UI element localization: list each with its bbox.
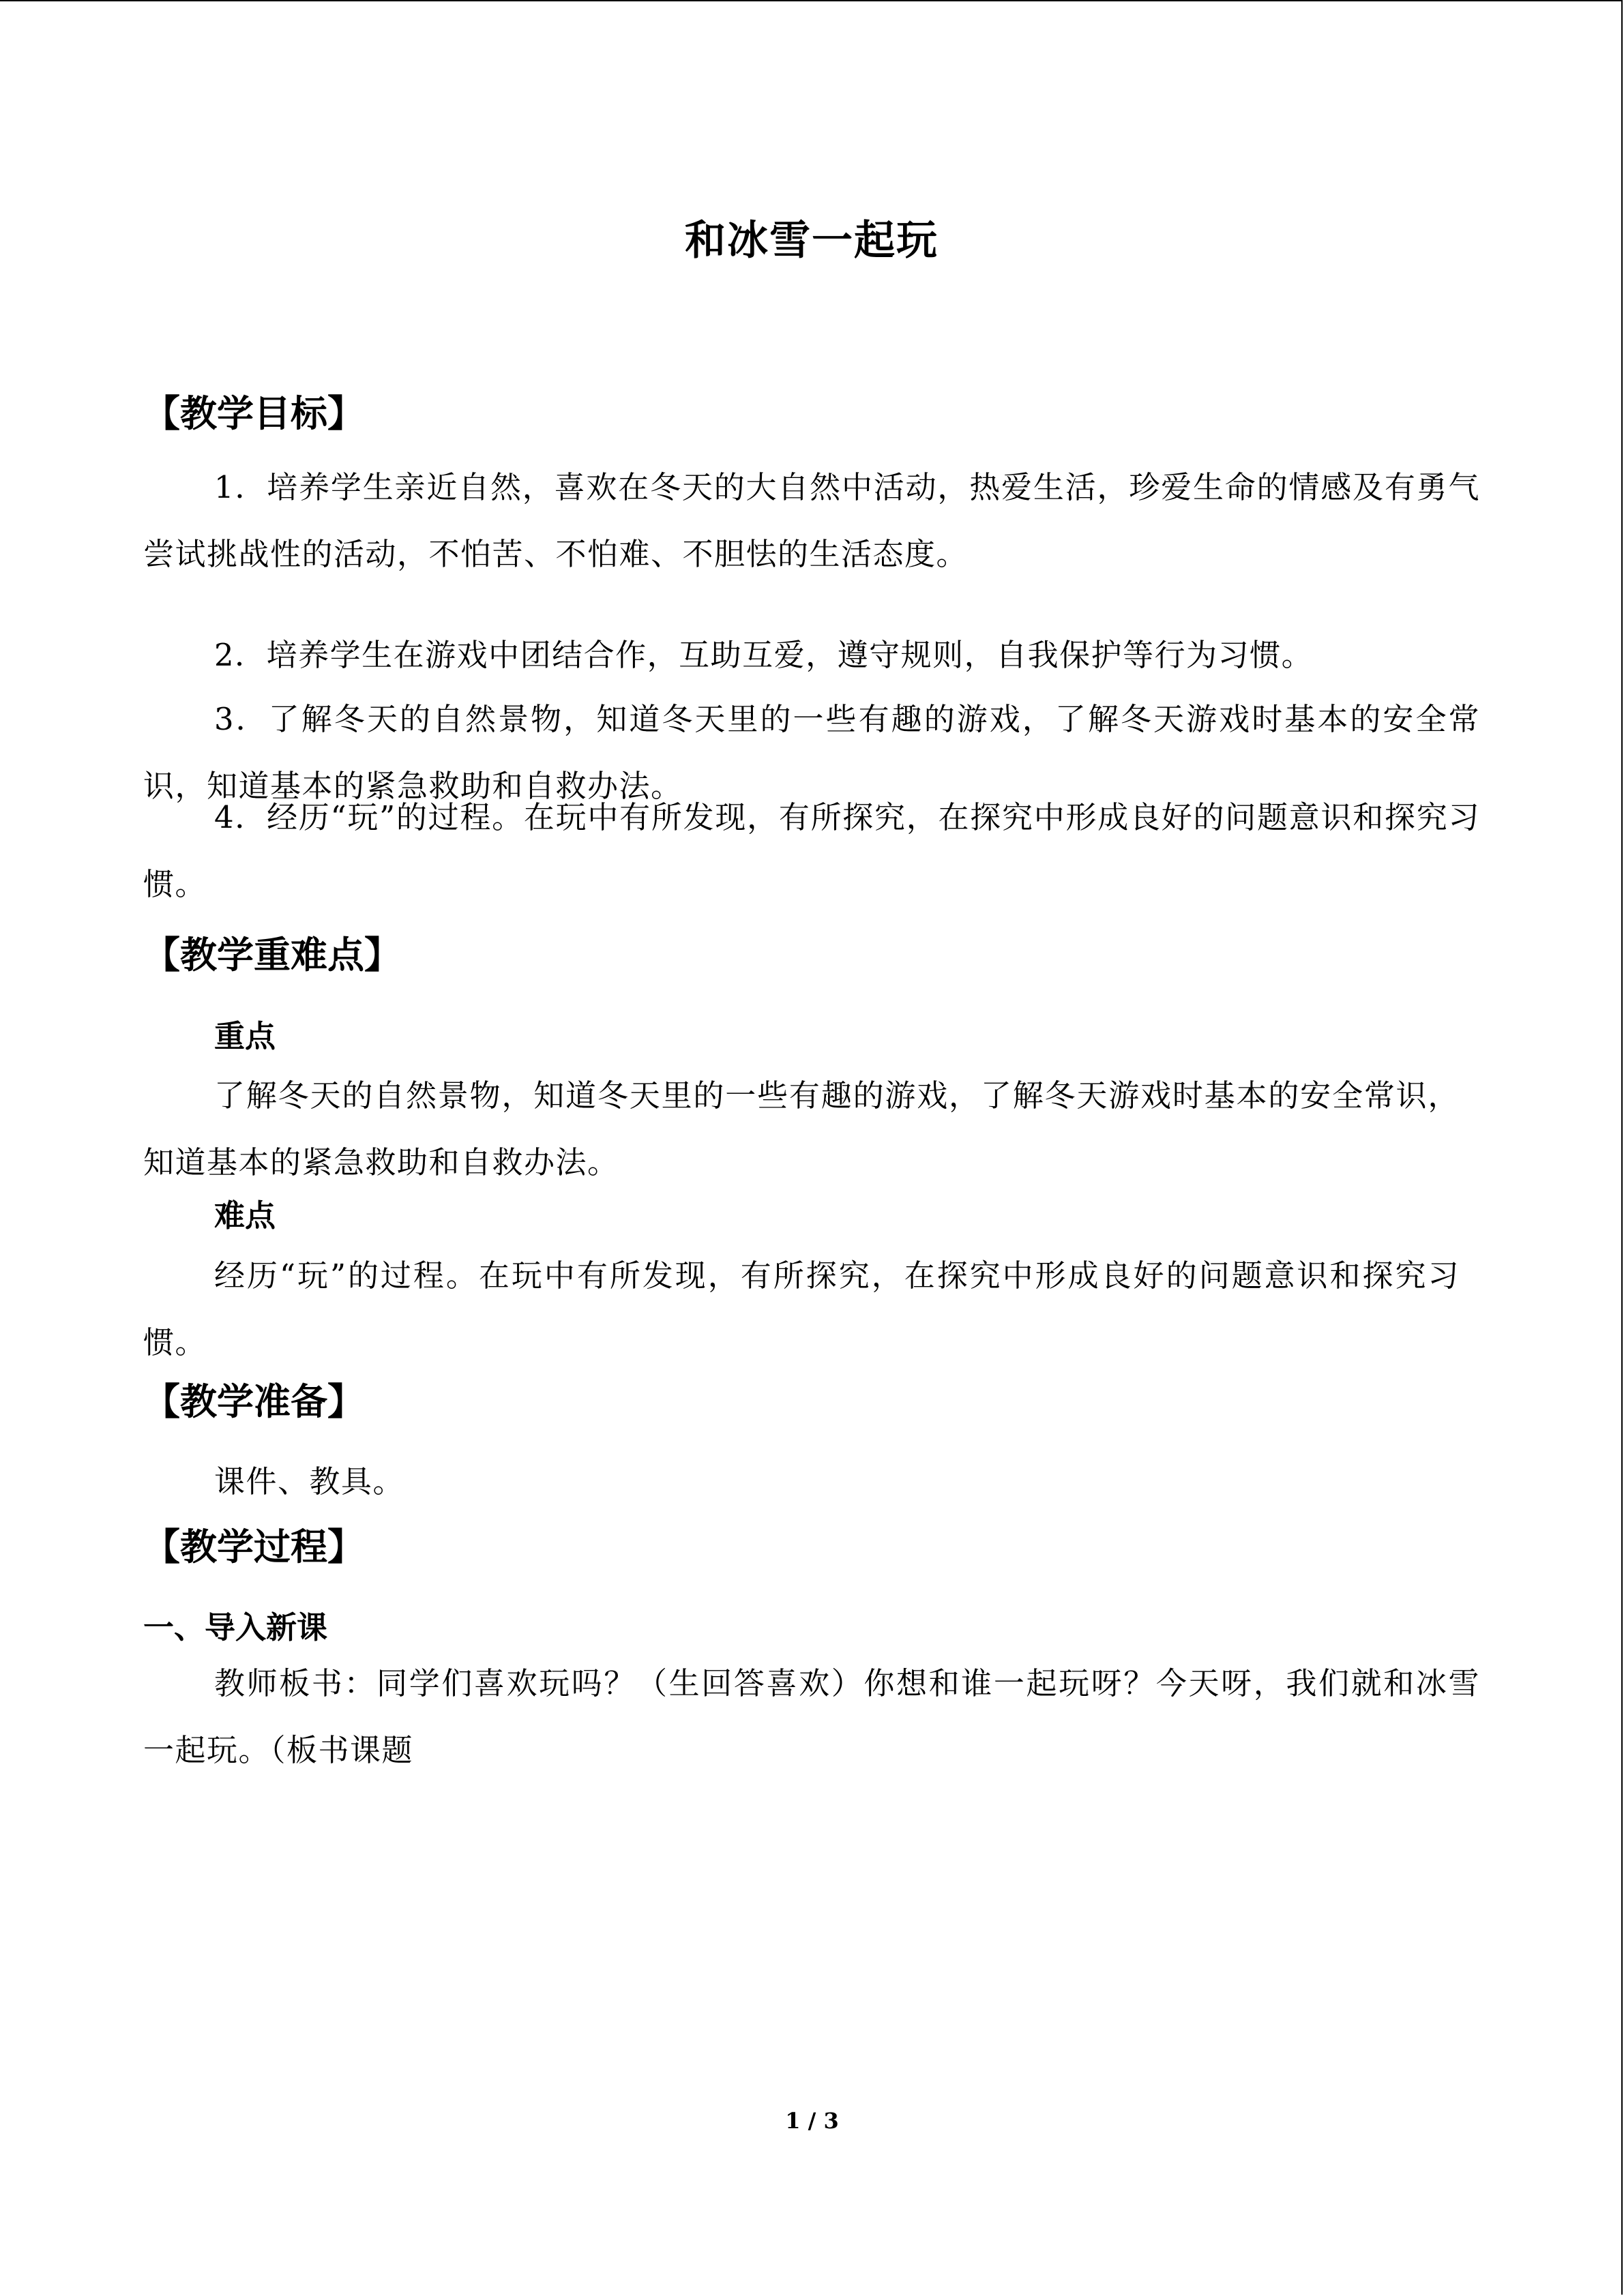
key-points-heading: 【教学重难点】 (143, 933, 401, 976)
process-heading: 【教学过程】 (143, 1525, 364, 1568)
step1-title: 一、导入新课 (143, 1609, 328, 1645)
document-title: 和冰雪一起玩 (685, 217, 939, 265)
preparation-heading: 【教学准备】 (143, 1380, 364, 1423)
preparation-text: 课件、教具。 (214, 1463, 405, 1500)
objective-item-1: 1．培养学生亲近自然，喜欢在冬天的大自然中活动，热爱生活，珍爱生命的情感及有勇气尝试挑战性的活动，不怕苦、不怕难、不胆怯的生活态度。 (143, 469, 1480, 572)
focus-label: 重点 (214, 1018, 276, 1054)
page-number: 1 / 3 (785, 2108, 839, 2134)
objective-item-4: 4．经历“玩”的过程。在玩中有所发现，有所探究，在探究中形成良好的问题意识和探究习惯。 (143, 799, 1480, 902)
focus-text: 了解冬天的自然景物，知道冬天里的一些有趣的游戏，了解冬天游戏时基本的安全常识，知道基本的紧急救助和自救办法。 (143, 1077, 1460, 1180)
difficulty-label: 难点 (214, 1197, 276, 1234)
step1-text: 教师板书：同学们喜欢玩吗？（生回答喜欢）你想和谁一起玩呀？今天呀，我们就和冰雪一起玩。（板书课题 (143, 1665, 1480, 1768)
objectives-heading: 【教学目标】 (143, 391, 364, 435)
objective-item-2: 2．培养学生在游戏中团结合作，互助互爱，遵守规则，自我保护等行为习惯。 (214, 637, 1314, 673)
objective-item-3: 3．了解冬天的自然景物，知道冬天里的一些有趣的游戏，了解冬天游戏时基本的安全常识，知道基本的紧急救助和自救办法。 (143, 701, 1480, 804)
difficulty-text: 经历“玩”的过程。在玩中有所发现，有所探究，在探究中形成良好的问题意识和探究习惯。 (143, 1257, 1460, 1360)
